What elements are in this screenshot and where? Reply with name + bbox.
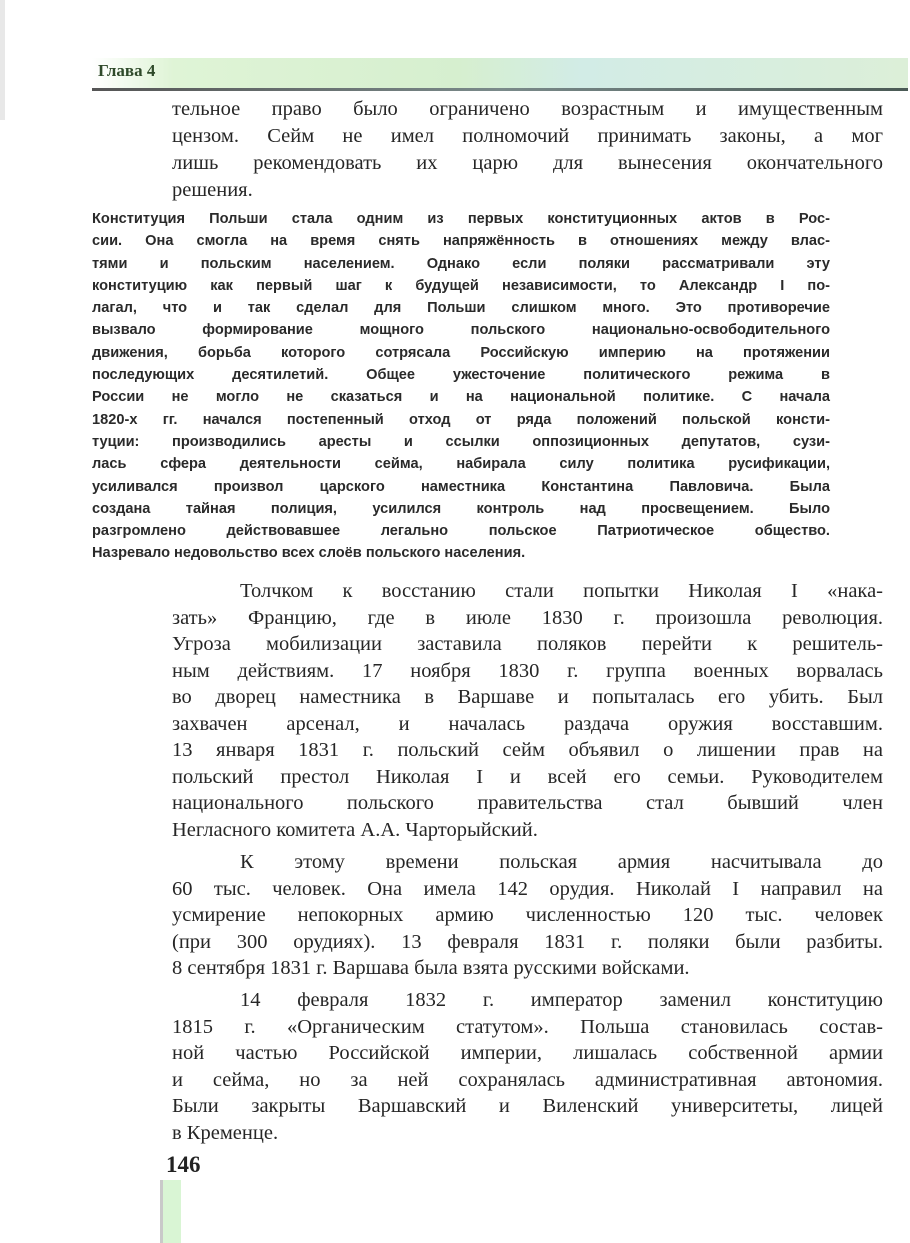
text-line: лась сфера деятельности сейма, набирала силу политика русификации, [92, 456, 830, 473]
margin-bar [160, 1180, 181, 1243]
text-line: Конституция Польши стала одним из первых конституционных актов в Рос- [92, 211, 830, 227]
text-line: 14 февраля 1832 г. император заменил конституцию [240, 989, 883, 1011]
text-line: вызвало формирование мощного польского национально-освободительного [92, 322, 830, 339]
text-line: цензом. Сейм не имел полномочий принимать законы, а мог [172, 125, 883, 147]
text-line: Угроза мобилизации заставила поляков перейти к решитель- [172, 633, 883, 655]
text-line: 8 сентября 1831 г. Варшава была взята русскими войсками. [172, 957, 690, 979]
text-line: создана тайная полиция, усилился контроль над просвещением. Было [92, 500, 830, 517]
text-line: тельное право было ограничено возрастным и имущественным [172, 98, 883, 120]
text-line: в Кременце. [172, 1121, 279, 1144]
text-line: решения. [172, 179, 253, 201]
text-line: движения, борьба которого сотрясала Российскую империю на протяжении [92, 344, 830, 361]
text-line: сии. Она смогла на время снять напряжённость в отношениях между влас- [92, 233, 830, 250]
header-rule [92, 88, 908, 91]
text-line: К этому времени польская армия насчитывала до [240, 851, 883, 873]
paragraph-statute [172, 987, 883, 1146]
text-line: (при 300 орудиях). 13 февраля 1831 г. поляки были разбиты. [172, 930, 883, 953]
text-line: 1820-х гг. начался постепенный отход от ряда положений польской консти- [92, 411, 830, 428]
text-line: России не могло не сказаться и на национальной политике. С начала [92, 389, 830, 406]
intro-text [172, 96, 883, 204]
text-line: ной частью Российской империи, лишалась собственной армии [172, 1042, 883, 1064]
text-line: лагал, что и так сделал для Польши слишком много. Это противоречие [92, 300, 830, 317]
text-line: 1815 г. «Органическим статутом». Польша становилась состав- [172, 1015, 883, 1038]
paragraph-uprising [172, 578, 883, 843]
scan-edge [0, 0, 5, 120]
text-line: польский престол Николая I и всей его семьи. Руководителем [172, 765, 883, 788]
text-line: и сейма, но за ней сохранялась административная автономия. [172, 1068, 883, 1091]
text-line: последующих десятилетий. Общее ужесточение политического режима в [92, 367, 830, 384]
text-line: конституцию как первый шаг к будущей независимости, то Александр I по- [92, 277, 830, 294]
page-number: 146 [166, 1152, 201, 1177]
text-line: усмирение непокорных армию численностью 120 тыс. человек [172, 904, 883, 926]
text-line: 60 тыс. человек. Она имела 142 орудия. Николай I направил на [172, 877, 883, 900]
text-line: лишь рекомендовать их царю для вынесения окончательного [172, 152, 883, 174]
paragraph-army [172, 849, 883, 982]
text-line: Толчком к восстанию стали попытки Николая I «нака- [240, 580, 883, 602]
small-print-block [92, 208, 830, 565]
text-line: Назревало недовольство всех слоёв польского населения. [92, 545, 526, 562]
text-line: ным действиям. 17 ноября 1830 г. группа военных ворвалась [172, 659, 883, 682]
text-line: захвачен арсенал, и началась раздача оружия восставшим. [172, 712, 883, 735]
text-line: национального польского правительства стал бывший член [172, 792, 883, 814]
text-line: во дворец наместника в Варшаве и попыталась его убить. Был [172, 686, 883, 708]
text-line: туции: производились аресты и ссылки оппозиционных депутатов, сузи- [92, 433, 830, 450]
chapter-header [92, 58, 908, 88]
text-line: 13 января 1831 г. польский сейм объявил о лишении прав на [172, 739, 883, 761]
text-line: тями и польским населением. Однако если поляки рассматривали эту [92, 255, 830, 272]
text-line: усиливался произвол царского наместника Константина Павловича. Была [92, 478, 830, 495]
text-line: разгромлено действовавшее легально польское Патриотическое общество. [92, 523, 830, 540]
text-line: Негласного комитета А.А. Чарторыйский. [172, 818, 538, 841]
text-line: Были закрыты Варшавский и Виленский университеты, лицей [172, 1095, 883, 1117]
chapter-title: Глава 4 [98, 61, 156, 80]
text-line: зать» Францию, где в июле 1830 г. произошла революция. [172, 606, 883, 629]
